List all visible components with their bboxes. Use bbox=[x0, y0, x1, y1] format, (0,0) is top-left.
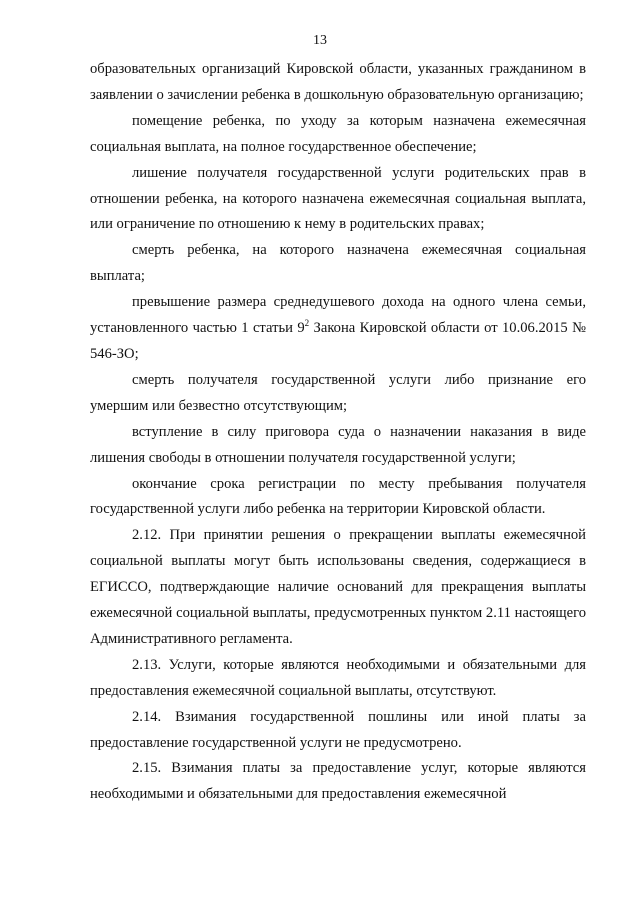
clause-2-15: 2.15. Взимания платы за предоставление услуг, которые являются необходимыми и обязательными для предоставления ежемесячной bbox=[90, 760, 586, 803]
paragraph-text: Закона Кировской области от 10.06.2015 № 546-ЗО; bbox=[90, 320, 586, 362]
clause-2-12: 2.12. При принятии решения о прекращении выплаты ежемесячной социальной выплаты могут быть использованы сведения, содержащиеся в ЕГИССО, подтверждающие наличие оснований для прекращения выплаты ежемесячной социальной выплаты, предусмотренных пунктом 2.11 настоящего Административного регламента. bbox=[90, 527, 586, 647]
paragraph: помещение ребенка, по уходу за которым назначена ежемесячная социальная выплата, на полное государственное обеспечение; bbox=[90, 112, 586, 155]
paragraph: лишение получателя государственной услуги родительских прав в отношении ребенка, на которого назначена ежемесячная социальная выплата, или ограничение по отношению к нему в родительских правах; bbox=[90, 164, 586, 233]
paragraph-income-threshold bbox=[90, 290, 586, 368]
superscript-article-number: 2 bbox=[304, 318, 310, 329]
document-body bbox=[90, 57, 586, 808]
page-number: 13 bbox=[313, 33, 327, 48]
paragraph: смерть ребенка, на которого назначена ежемесячная социальная выплата; bbox=[90, 242, 586, 285]
paragraph: окончание срока регистрации по месту пребывания получателя государственной услуги либо ребенка на территории Кировской области. bbox=[90, 475, 586, 518]
clause-2-14: 2.14. Взимания государственной пошлины или иной платы за предоставление государственной услуги не предусмотрено. bbox=[90, 708, 586, 751]
paragraph: смерть получателя государственной услуги либо признание его умершим или безвестно отсутствующим; bbox=[90, 371, 586, 414]
clause-2-13: 2.13. Услуги, которые являются необходимыми и обязательными для предоставления ежемесячной социальной выплаты, отсутствуют. bbox=[90, 656, 586, 699]
paragraph-continuation: образовательных организаций Кировской области, указанных гражданином в заявлении о зачислении ребенка в дошкольную образовательную организацию; bbox=[90, 61, 586, 103]
paragraph: вступление в силу приговора суда о назначении наказания в виде лишения свободы в отношении получателя государственной услуги; bbox=[90, 423, 586, 466]
paragraph-text: превышение размера среднедушевого дохода на одного члена семьи, установленного частью 1 статьи 9 bbox=[90, 294, 586, 337]
